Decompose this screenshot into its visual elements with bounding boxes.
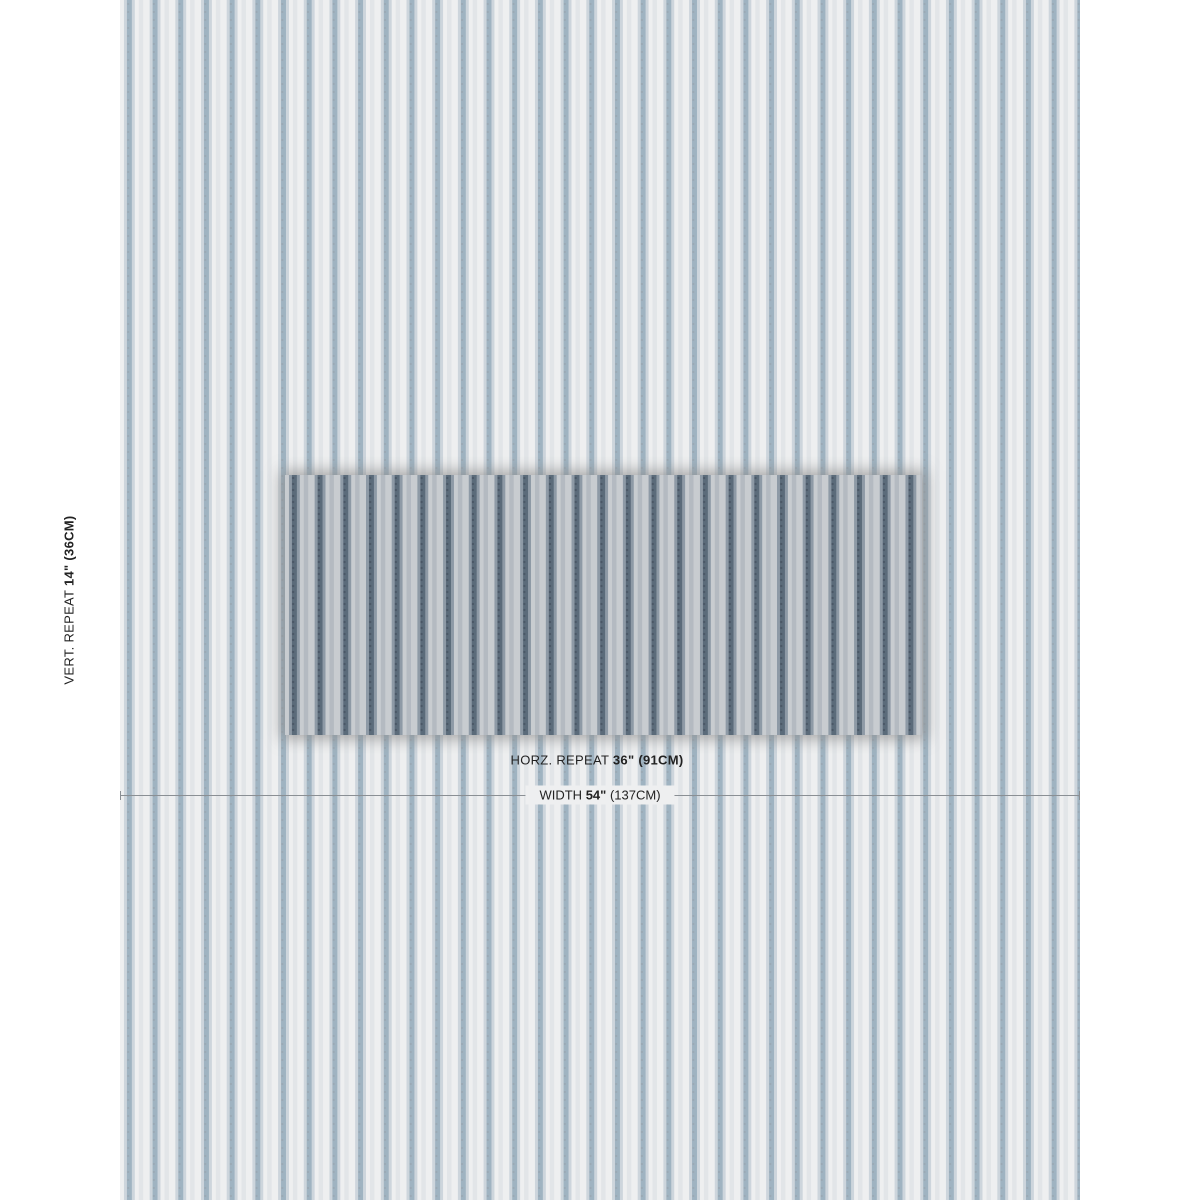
horizontal-repeat-label bbox=[511, 753, 684, 768]
width-measure-tick-right bbox=[1079, 791, 1080, 800]
repeat-sample-panel bbox=[285, 475, 922, 735]
width-suffix: (137CM) bbox=[609, 787, 661, 803]
horizontal-repeat-value: 36" (91CM) bbox=[612, 752, 684, 768]
vertical-repeat-value: 14" (36CM) bbox=[61, 515, 77, 587]
vertical-repeat-label bbox=[62, 515, 77, 684]
horizontal-repeat-prefix: HORZ. REPEAT bbox=[510, 752, 609, 768]
width-prefix: WIDTH bbox=[539, 787, 583, 803]
vertical-repeat-prefix: VERT. REPEAT bbox=[61, 589, 77, 685]
width-value: 54" bbox=[585, 787, 607, 803]
width-measure-tick-left bbox=[120, 791, 121, 800]
width-label bbox=[525, 786, 674, 805]
